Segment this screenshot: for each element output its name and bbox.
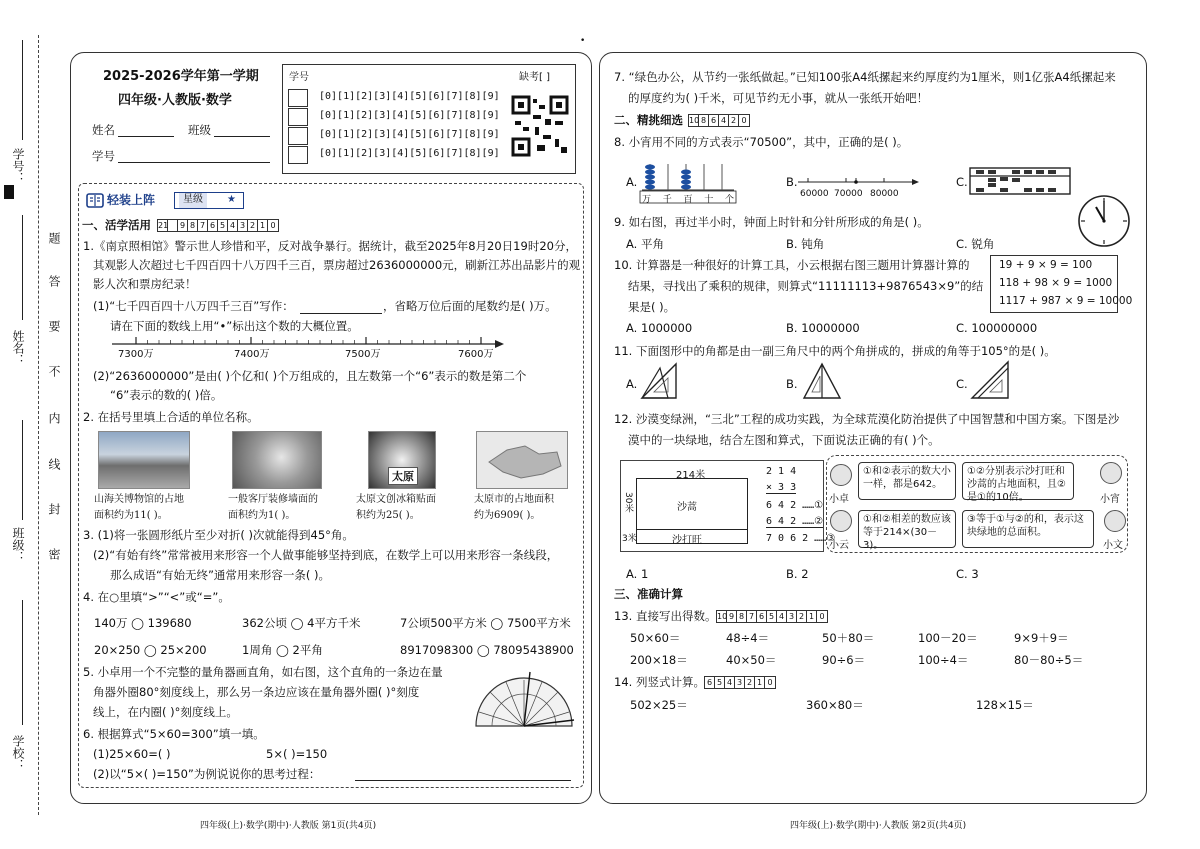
avatar-name: 小云 (829, 540, 849, 551)
cut-line (38, 35, 39, 815)
q5-line1: 5. 小卓用一个不完整的量角器画直角，如右图，这个直角的一条边在量 (83, 665, 443, 679)
score-cell[interactable]: 1 (807, 611, 817, 622)
id-digit-box[interactable] (288, 146, 308, 164)
star-icon: ★ (227, 194, 236, 205)
score-cell[interactable]: 8 (188, 220, 198, 231)
seal-char: 不 (47, 365, 61, 377)
q1-1-answer-field[interactable] (300, 313, 382, 314)
score-cell[interactable]: 5 (715, 677, 725, 688)
strip-height-label: 3米 (622, 534, 637, 544)
q8-option-a[interactable]: A. (626, 175, 638, 189)
strip-inner-label: 沙打旺 (672, 535, 702, 546)
score-cell[interactable]: 0 (741, 116, 747, 125)
binding-hole-mark: • (580, 36, 586, 46)
calc-line: 6 4 2 ……① (766, 500, 824, 511)
score-cell[interactable]: 2 (248, 220, 258, 231)
caption-3-line1: 太原文创冰箱贴面 (356, 494, 436, 505)
id-field[interactable] (118, 162, 270, 163)
id-digit-box[interactable] (288, 127, 308, 145)
q3-1-prompt: 3. (1)将一张圆形纸片至少对折( )次就能得到45°角。 (83, 528, 354, 542)
pattern-line: 19 + 9 × 9 = 100 (999, 259, 1093, 271)
binding-name-field[interactable] (22, 215, 23, 320)
compare-item[interactable]: 362公顷 ◯ 4平方千米 (242, 616, 361, 630)
caption-4-line1: 太原市的占地面积 (474, 494, 554, 505)
map-shape-icon (477, 432, 569, 490)
score-cell[interactable]: 0 (767, 678, 773, 687)
q12-option-c[interactable]: C. 3 (956, 567, 979, 581)
qr-code-icon (511, 95, 569, 157)
class-label: 班级 (188, 123, 211, 137)
vertical-calc-item[interactable]: 502×25＝ (630, 698, 688, 712)
binding-school-field[interactable] (22, 600, 23, 725)
section-1-score-strip (157, 219, 279, 232)
abacus-labels (642, 192, 734, 205)
score-cell[interactable]: 4 (719, 115, 729, 126)
q1-2-prompt-b: “6”表示的数的( )倍。 (110, 388, 223, 402)
score-cell[interactable]: 1 (755, 677, 765, 688)
seal-char: 内 (47, 412, 61, 424)
city-map-image (476, 431, 568, 489)
q1-line3: 影人次和票房纪录！ (93, 277, 197, 291)
id-digit-row[interactable]: [0][1][2][3][4][5][6][7][8][9] (319, 148, 500, 159)
q1-1-prompt-b: ，省略万位后面的尾数约是( )万。 (383, 299, 557, 313)
q6-1-b[interactable]: 5×( )=150 (266, 747, 328, 761)
q8-tick: 70000 (834, 189, 863, 199)
triangle-ruler-icon (638, 360, 680, 402)
id-digit-row[interactable]: [0][1][2][3][4][5][6][7][8][9] (319, 91, 500, 102)
avatar (1100, 462, 1122, 484)
caption-2-line1: 一般客厅装修墙面的 (228, 494, 318, 505)
q3-2-prompt: (2)“有始有终”常常被用来形容一个人做事能够坚持到底，在数学上可以用来形容一条线段， (93, 548, 559, 562)
q13-score-strip (716, 610, 828, 623)
q9-option-c[interactable]: C. 锐角 (956, 237, 995, 251)
numline-tick-label: 7600万 (458, 349, 494, 360)
mental-math-item[interactable]: 48÷4＝ (726, 631, 770, 645)
avatar-name: 小卓 (829, 494, 849, 505)
score-cell[interactable]: 2 (797, 611, 807, 622)
q6-2-answer-field[interactable] (355, 780, 571, 781)
score-cell[interactable]: 4 (777, 611, 787, 622)
score-cell[interactable]: 3 (238, 220, 248, 231)
section-2-title: 二、精挑细选 (614, 113, 683, 127)
binding-label-id: 学号： (11, 148, 25, 184)
absent-label[interactable]: 缺考[ ] (519, 72, 550, 83)
black-marker (4, 185, 14, 199)
section-2-score-strip (688, 114, 750, 127)
score-cell[interactable] (168, 220, 178, 231)
q9-prompt: 9. 如右图，再过半小时，钟面上时针和分针所形成的角是( )。 (614, 215, 929, 229)
number-line[interactable] (110, 334, 510, 366)
mental-math-item[interactable]: 100－20＝ (918, 631, 978, 645)
score-cell[interactable]: 7 (198, 220, 208, 231)
q5-line2: 角器外圈80°刻度线上，那么另一条边应该在量角器外圈( )°刻度 (93, 685, 420, 699)
q8-prompt: 8. 小宵用不同的方式表示“70500”，其中，正确的是( )。 (614, 135, 909, 149)
speech-bubble: ①和②表示的数大小一样，都是642。 (858, 462, 956, 500)
abacus-label: 万 (642, 195, 652, 205)
mental-math-item[interactable]: 50×60＝ (630, 631, 681, 645)
score-cell[interactable]: 8 (699, 115, 709, 126)
numline-tick-label: 7400万 (234, 349, 270, 360)
caption-1-line2: 面积约为11( )。 (94, 510, 168, 521)
q9-option-a[interactable]: A. 平角 (626, 237, 664, 251)
compare-item[interactable]: 8917098300 ◯ 78095438900 (400, 643, 574, 657)
vertical-calc-item[interactable]: 128×15＝ (976, 698, 1034, 712)
score-cell[interactable]: 8 (737, 611, 747, 622)
triangle-ruler-icon (800, 358, 844, 402)
abacus-label: 十 (704, 195, 714, 205)
abacus-label: 千 (662, 195, 672, 205)
q12-line2: 漠中的一块绿地，结合左图和算式，下面说法正确的有( )个。 (628, 433, 940, 447)
calc-line: 6 4 2 ……② (766, 516, 824, 527)
chinese-abacus-image (968, 164, 1072, 196)
q12-line1: 12. 沙漠变绿洲，“三北”工程的成功实践，为全球荒漠化防治提供了中国智慧和中国方案。下图是沙 (614, 412, 1120, 426)
avatar (830, 510, 852, 532)
name-field[interactable] (118, 136, 174, 137)
score-cell[interactable]: 1 (258, 220, 268, 231)
id-digit-row[interactable]: [0][1][2][3][4][5][6][7][8][9] (319, 129, 500, 140)
q10-option-c[interactable]: C. 100000000 (956, 321, 1038, 335)
q2-prompt: 2. 在括号里填上合适的单位名称。 (83, 410, 259, 424)
id-label: 学号 (92, 149, 115, 163)
score-cell[interactable]: 6 (709, 115, 719, 126)
q11-option-c[interactable]: C. (956, 377, 968, 391)
score-cell[interactable]: 21 (158, 221, 169, 230)
q1-1-instruction: 请在下面的数线上用“•”标出这个数的大概位置。 (110, 319, 359, 333)
q6-1-a[interactable]: (1)25×60=( ) (93, 747, 171, 761)
score-cell[interactable]: 9 (178, 220, 188, 231)
seal-char: 答 (47, 275, 61, 287)
score-cell[interactable]: 6 (208, 220, 218, 231)
speech-bubble: ①②分别表示沙打旺和沙蒿的占地面积，且②是①的10倍。 (962, 462, 1074, 500)
compare-item[interactable]: 7公顷500平方米 ◯ 7500平方米 (400, 616, 571, 630)
id-digit-box[interactable] (288, 108, 308, 126)
pattern-line: 1117 + 987 × 9 = 10000 (999, 295, 1133, 307)
score-cell[interactable]: 2 (745, 677, 755, 688)
binding-label-school: 学校： (11, 735, 25, 771)
calc-line: 2 1 4 (766, 466, 797, 477)
compare-item[interactable]: 1周角 ◯ 2平角 (242, 643, 323, 657)
q1-line1: 1.《南京照相馆》警示世人珍惜和平，反对战争暴行。据统计，截至2025年8月20日19时20分， (83, 239, 577, 253)
abacus-label: 个 (724, 195, 734, 205)
q12-option-a[interactable]: A. 1 (626, 567, 649, 581)
score-cell[interactable]: 3 (735, 677, 745, 688)
score-cell[interactable]: 6 (705, 677, 715, 688)
seal-char: 要 (47, 320, 61, 332)
numline-tick-label: 7300万 (118, 349, 154, 360)
mental-math-item[interactable]: 100÷4＝ (918, 653, 969, 667)
seal-char: 封 (47, 503, 61, 515)
avatar-name: 小宵 (1100, 494, 1120, 505)
q10-line1: 10. 计算器是一种很好的计算工具，小云根据右图三题用计算器计算的 (614, 258, 970, 272)
score-cell[interactable]: 0 (819, 612, 825, 621)
speech-bubble: ①和②相差的数应该等于214×(30－3)。 (858, 510, 956, 548)
score-cell[interactable]: 3 (787, 611, 797, 622)
score-cell[interactable]: 7 (747, 611, 757, 622)
id-box-title: 学号 (289, 72, 309, 83)
q3-2-prompt-b: 那么成语“有始无终”通常用来形容一条( )。 (110, 568, 331, 582)
star-rating-box (174, 192, 244, 209)
score-cell[interactable]: 0 (270, 221, 276, 230)
q9-option-b[interactable]: B. 钝角 (786, 237, 825, 251)
score-cell[interactable]: 10 (717, 612, 728, 621)
star-label: 星级 (179, 193, 207, 208)
id-digit-row[interactable]: [0][1][2][3][4][5][6][7][8][9] (319, 110, 500, 121)
q1-2-prompt: (2)“2636000000”是由( )个亿和( )个万组成的，且左数第一个“6”表示的数是第二个 (93, 369, 527, 383)
museum-photo (98, 431, 190, 489)
q1-1-prompt: (1)“七千四百四十八万四千三百”写作： (93, 299, 294, 313)
mental-math-item[interactable]: 40×50＝ (726, 653, 777, 667)
q6-2-prompt: (2)以“5×( )=150”为例说说你的思考过程： (93, 767, 321, 781)
binding-label-name: 姓名： (11, 330, 25, 366)
calc-line: 7 0 6 2 ……③ (766, 533, 836, 544)
mental-math-item[interactable]: 200×18＝ (630, 653, 688, 667)
q8-option-b[interactable]: B. (786, 175, 798, 189)
binding-id-field[interactable] (22, 40, 23, 140)
q11-option-b[interactable]: B. (786, 377, 798, 391)
land-width-label: 214米 (676, 470, 706, 481)
q8-option-c[interactable]: C. (956, 175, 968, 189)
q6-prompt: 6. 根据算式“5×60=300”填一填。 (83, 727, 265, 741)
id-digit-box[interactable] (288, 89, 308, 107)
left-footer: 四年级(上)·数学(期中)·人教版 第1页(共4页) (200, 821, 377, 831)
q14-score-strip (704, 676, 776, 689)
name-label: 姓名 (92, 123, 115, 137)
q14-prompt: 14. 列竖式计算。 (614, 675, 705, 689)
q10-pattern-box (990, 255, 1133, 313)
land-inner-label: 沙蒿 (677, 502, 697, 513)
q10-option-a[interactable]: A. 1000000 (626, 321, 693, 335)
q1-line2: 其观影人次超过七千四百四十八万四千三百，票房超过2636000000元，刷新江苏出品影片的观 (93, 258, 581, 272)
speech-bubble: ③等于①与②的和，表示这块绿地的总面积。 (962, 510, 1094, 548)
score-cell[interactable]: 9 (727, 611, 737, 622)
triangle-ruler-icon (968, 358, 1012, 402)
calc-line: × 3 3 (766, 482, 797, 493)
student-id-box (282, 64, 576, 174)
score-cell[interactable]: 2 (729, 115, 739, 126)
caption-3-line2: 积约为25( )。 (356, 510, 420, 521)
land-height-label: 30米 (623, 492, 633, 513)
mental-math-item[interactable]: 90÷6＝ (822, 653, 866, 667)
score-cell[interactable]: 4 (228, 220, 238, 231)
caption-4-line2: 约为6909( )。 (474, 510, 541, 521)
score-cell[interactable]: 4 (725, 677, 735, 688)
caption-1-line1: 山海关博物馆的占地 (94, 494, 184, 505)
living-room-photo (232, 431, 322, 489)
q11-option-a[interactable]: A. (626, 377, 638, 391)
avatar-name: 小文 (1103, 540, 1123, 551)
section-1-title: 一、活学活用 (82, 218, 151, 232)
section-3-title: 三、准确计算 (614, 587, 683, 601)
caption-2-line2: 面积约为1( )。 (228, 510, 296, 521)
score-cell[interactable]: 5 (767, 611, 777, 622)
abacus-label: 百 (683, 195, 693, 205)
binding-label-class: 班级： (11, 527, 25, 563)
q12-option-b[interactable]: B. 2 (786, 567, 809, 581)
exam-subtitle: 四年级·人教版·数学 (118, 93, 232, 108)
mental-math-item[interactable]: 9×9＋9＝ (1014, 631, 1069, 645)
pattern-line: 118 + 98 × 9 = 1000 (999, 277, 1113, 289)
binding-strip (0, 0, 60, 849)
q7-line1: 7. “绿色办公，从节约一张纸做起。”已知100张A4纸摞起来约厚度约为1厘米，则1亿张A4纸摞起来 (614, 70, 1116, 84)
q10-option-b[interactable]: B. 10000000 (786, 321, 860, 335)
q8-number-line (796, 176, 922, 190)
clock-icon (1076, 193, 1132, 249)
compare-item[interactable]: 140万 ◯ 139680 (94, 616, 192, 630)
seal-char: 线 (47, 458, 61, 470)
q11-prompt: 11. 下面图形中的角都是由一副三角尺中的两个角拼成的，拼成的角等于105°的是( )。 (614, 344, 1056, 358)
q10-line2: 结果，寻找出了乘积的规律，则算式“11111113+9876543×9”的结 (628, 279, 984, 293)
score-cell[interactable]: 5 (218, 220, 228, 231)
q10-line3: 果是( )。 (628, 300, 676, 314)
numline-tick-label: 7500万 (345, 349, 381, 360)
q8-tick: 60000 (800, 189, 829, 199)
book-icon (86, 191, 104, 209)
avatar (1104, 510, 1126, 532)
compare-item[interactable]: 20×250 ◯ 25×200 (94, 643, 207, 657)
exam-title: 2025-2026学年第一学期 (103, 69, 259, 84)
q13-prompt: 13. 直接写出得数。 (614, 609, 717, 623)
binding-class-field[interactable] (22, 420, 23, 520)
magnet-stamp: 太原 (388, 467, 418, 485)
score-cell[interactable]: 10 (689, 116, 700, 125)
q5-line3: 线上，在内圈( )°刻度线上。 (93, 705, 238, 719)
protractor-image (472, 668, 576, 730)
section-badge: 轻装上阵 (107, 193, 156, 207)
class-field[interactable] (214, 136, 270, 137)
right-footer: 四年级(上)·数学(期中)·人教版 第2页(共4页) (790, 821, 967, 831)
score-cell[interactable]: 6 (757, 611, 767, 622)
avatar (830, 464, 852, 486)
q4-prompt: 4. 在○里填“>”“<”或“=”。 (83, 590, 230, 604)
vertical-calc-item[interactable]: 360×80＝ (806, 698, 864, 712)
mental-math-item[interactable]: 50＋80＝ (822, 631, 875, 645)
seal-char: 密 (47, 548, 61, 560)
mental-math-item[interactable]: 80－80÷5＝ (1014, 653, 1084, 667)
q7-line2: 的厚度约为( )千米，可见节约无小事，就从一张纸开始吧！ (628, 91, 929, 105)
seal-char: 题 (47, 232, 61, 244)
q8-tick: 80000 (870, 189, 899, 199)
